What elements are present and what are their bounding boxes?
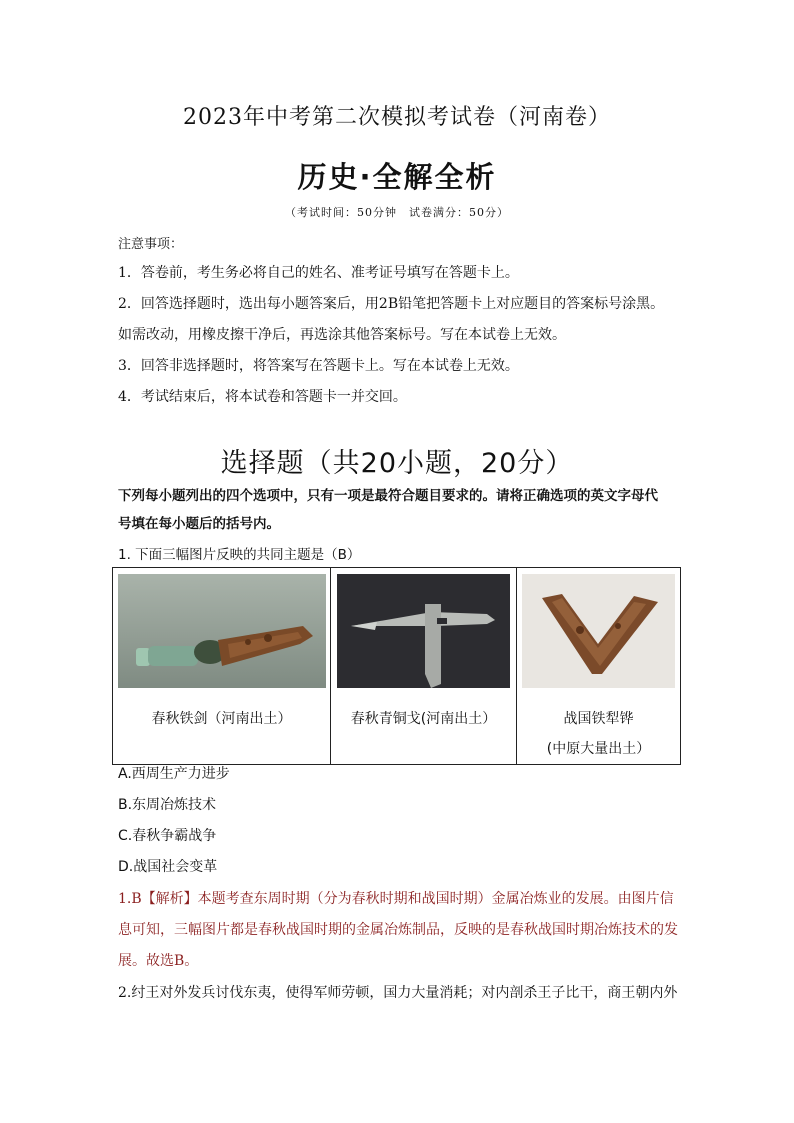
image-caption: 春秋青铜戈(河南出土） <box>350 711 497 727</box>
notice-heading: 注意事项： <box>118 237 184 252</box>
answer-analysis: 1.B【解析】本题考查东周时期（分为春秋时期和战国时期）金属冶炼业的发展。由图片信 <box>118 891 674 907</box>
image-cell-iron-plough <box>517 568 681 765</box>
exam-title: 2023年中考第二次模拟考试卷（河南卷） <box>183 105 611 130</box>
section-instructions: 号填在每小题后的括号内。 <box>118 516 280 532</box>
image-cell-iron-sword <box>113 568 331 765</box>
image-cell-bronze-ge <box>331 568 517 765</box>
notice-item: 2．回答选择题时，选出每小题答案后，用2B铅笔把答题卡上对应题目的答案标号涂黑。 <box>118 296 665 312</box>
iron-plough-photo <box>522 574 675 688</box>
notice-item: 3．回答非选择题时，将答案写在答题卡上。写在本试卷上无效。 <box>118 358 519 374</box>
image-caption: 春秋铁剑（河南出土） <box>151 711 292 727</box>
notice-item: 4．考试结束后，将本试卷和答题卡一并交回。 <box>118 389 407 405</box>
answer-analysis: 息可知，三幅图片都是春秋战国时期的金属冶炼制品，反映的是春秋战国时期冶炼技术的发 <box>118 922 678 938</box>
option-d: D.战国社会变革 <box>118 859 218 875</box>
notice-item: 如需改动，用橡皮擦干净后，再选涂其他答案标号。写在本试卷上无效。 <box>118 327 566 343</box>
section-title: 选择题（共20小题，20分） <box>220 448 574 479</box>
option-b: B.东周冶炼技术 <box>118 797 217 813</box>
question-1-image-table <box>112 567 681 765</box>
exam-subtitle: 历史·全解全析 <box>297 160 497 194</box>
image-caption-secondary: (中原大量出土） <box>546 741 651 757</box>
notice-item: 1．答卷前，考生务必将自己的姓名、准考证号填写在答题卡上。 <box>118 265 519 281</box>
question-1-stem: 1. 下面三幅图片反映的共同主题是（B） <box>118 547 361 563</box>
answer-analysis: 展。故选B。 <box>118 953 199 969</box>
exam-meta: （考试时间：50分钟 试卷满分：50分） <box>285 206 509 219</box>
option-c: C.春秋争霸战争 <box>118 828 217 844</box>
question-2-stem: 2.纣王对外发兵讨伐东夷，使得军师劳顿，国力大量消耗；对内剖杀王子比干，商王朝内外 <box>118 985 678 1001</box>
option-a: A.西周生产力进步 <box>118 766 230 782</box>
image-caption: 战国铁犁铧 <box>563 711 634 727</box>
bronze-ge-photo <box>337 574 510 688</box>
iron-sword-photo <box>118 574 326 688</box>
section-instructions: 下列每小题列出的四个选项中，只有一项是最符合题目要求的。请将正确选项的英文字母代 <box>118 488 658 504</box>
